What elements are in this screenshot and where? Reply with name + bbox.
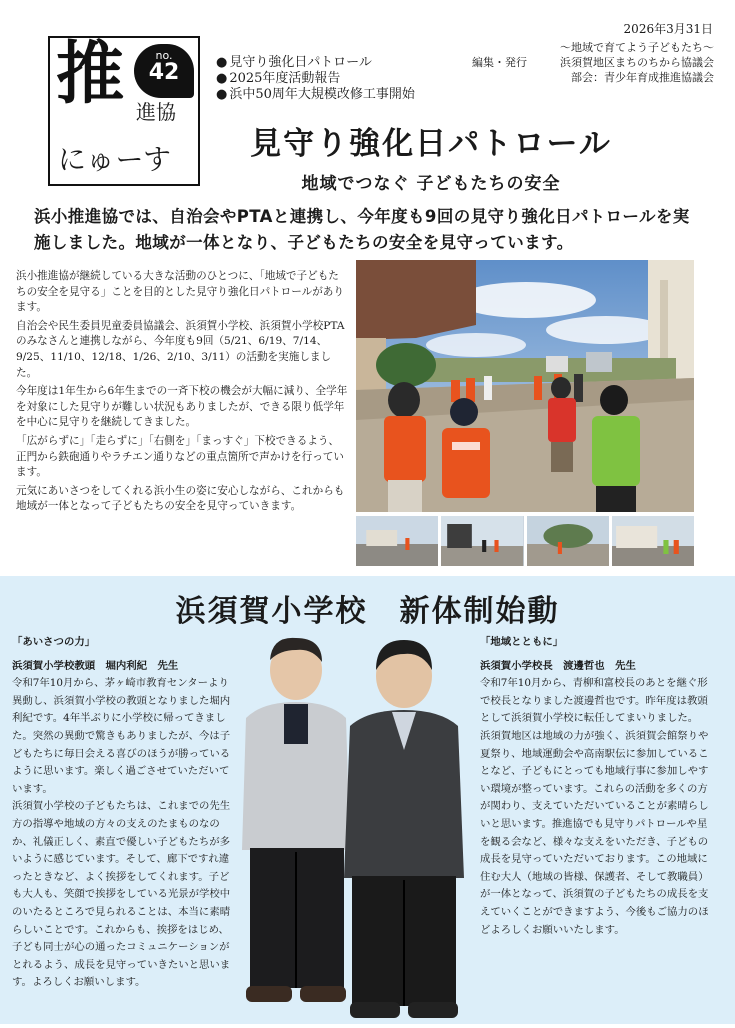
patrol-thumbnail: [612, 516, 694, 566]
issue-date: 2026年3月31日: [623, 22, 713, 36]
section-title: 浜須賀小学校 新体制始動: [175, 594, 560, 629]
message-paragraph: 浜須賀地区は地域の力が強く、浜須賀会館祭りや夏祭り、地域運動会や高南駅伝に参加していることなど、子どもにとっても地域行事に参加しやすい環境が整っています。これらの活動を多くの方が関わり、支えていただいていることが素晴らしいと思います。推進協でも見守りパトロールや星を観る会など、様々な支えをいただき、子どもの成長を見守っていただいております。この地域に住む大人（地域の皆様、保護者、そして教職員）が一体となって、浜須賀の子どもたちの成長を支えていくことができますよう、今後もご協力のほどよろしくお願いいたします。: [480, 729, 709, 936]
publisher-info: [472, 40, 714, 85]
logo-title: にゅーす: [58, 143, 173, 176]
teachers-photo: [232, 630, 478, 1024]
article-subhead: 地域でつなぐ 子どもたちの安全: [301, 174, 561, 194]
message-label: 「地域とともに」: [480, 636, 564, 648]
publisher-org: 浜須賀地区まちのちから協議会: [560, 56, 714, 69]
contents-item: ● 浜中50周年大規模改修工事開始: [216, 87, 415, 103]
patrol-photo-illustration: [356, 260, 694, 512]
vice-principal-message: [12, 634, 237, 992]
publisher-slogan: 〜地域で育てよう子どもたち〜: [560, 41, 714, 54]
badge-prefix: no.: [155, 49, 173, 62]
article-paragraph: 「広がらずに」「走らずに」「右側を」「まっすぐ」下校できるよう、正門から鉄砲通りやラチエン通りなどの重点箇所で声かけを行っています。: [16, 434, 344, 479]
contents-item: ● 見守り強化日パトロール: [216, 55, 415, 71]
message-author: 浜須賀小学校教頭 堀内利紀 先生: [12, 659, 179, 672]
patrol-thumbnail: [441, 516, 523, 566]
article-body: [16, 269, 348, 518]
logo-main-char: 推: [56, 34, 125, 114]
message-paragraph: 令和7年10月から、茅ヶ崎市教育センターより異動し、浜須賀小学校の教頭となりました堀内利紀です。4年半ぶりに小学校に帰ってきました。突然の異動で驚きもありましたが、今は子どもたちに毎日会える喜びのほうが勝っているように思います。楽しく過ごさせていただいています。: [12, 677, 231, 795]
article-headline: 見守り強化日パトロール: [250, 126, 612, 162]
patrol-thumbnails: [356, 516, 694, 566]
publisher-sub-org: 部会：青少年育成推進協議会: [571, 71, 714, 84]
article-lead: 浜小推進協では、自治会やPTAと連携し、今年度も9回の見守り強化日パトロールを実施しました。地域が一体となり、子どもたちの安全を見守っています。: [34, 207, 690, 252]
patrol-photo: [356, 260, 694, 512]
contents-item: ● 2025年度活動報告: [216, 71, 415, 87]
vice-principal-figure: [242, 638, 350, 1002]
message-author: 浜須賀小学校長 渡邊哲也 先生: [480, 659, 636, 672]
message-label: 「あいさつの力」: [12, 636, 96, 648]
publisher-label: 編集・発行: [472, 56, 527, 69]
contents-list: [216, 55, 415, 103]
patrol-thumbnail: [527, 516, 609, 566]
badge-number: 42: [148, 60, 180, 85]
article-paragraph: 元気にあいさつをしてくれる浜小生の姿に安心しながら、これからも地域が一体となって子どもたちの安全を見守っていきます。: [16, 484, 345, 513]
article-paragraph: 今年度は1年生から6年生までの一斉下校の機会が大幅に減り、全学年を対象にした見守りが難しい状況もありましたが、できる限り低学年を中心に見守りを継続してきました。: [16, 385, 348, 429]
principal-figure: [344, 640, 464, 1018]
patrol-thumbnail: [356, 516, 438, 566]
article-paragraph: 浜小推進協が継続している大きな活動のひとつに、「地域で子どもたちの安全を見守る」ことを目的とした見守り強化日パトロールがあります。: [16, 270, 344, 314]
article-paragraph: 自治会や民生委員児童委員協議会、浜須賀小学校、浜須賀小学校PTAのみなさんと連携しながら、今年度も9回（5/21、6/19、7/14、9/25、11/10、12/18、1/26、2/10、3/11）の活動を実施しました。: [16, 319, 345, 379]
newsletter-logo: [48, 36, 200, 186]
logo-sub-text: 進協: [136, 100, 176, 124]
message-paragraph: 令和7年10月から、青柳和富校長のあとを継ぐ形で校長となりました渡邊哲也です。昨年度は教頭として浜須賀小学校に転任してまいりました。: [480, 677, 708, 725]
message-paragraph: 浜須賀小学校の子どもたちは、これまでの先生方の指導や地域の方々の支えのたまものなのか、礼儀正しく、素直で優しい子どもたちが多いように感じています。そして、廊下ですれ違ったときなど、よく挨拶をしてくれます。子ども大人も、笑顔で挨拶をしている光景が学校中のいたるところで見られることは、本当に素晴らしいことです。これからも、挨拶をはじめ、子ども同士が心の通ったコミュニケーションがとれるよう、成長を見守っていきたいと思います。よろしくお願いします。: [12, 800, 231, 989]
principal-message: [480, 634, 712, 939]
issue-number-badge: [134, 44, 194, 98]
